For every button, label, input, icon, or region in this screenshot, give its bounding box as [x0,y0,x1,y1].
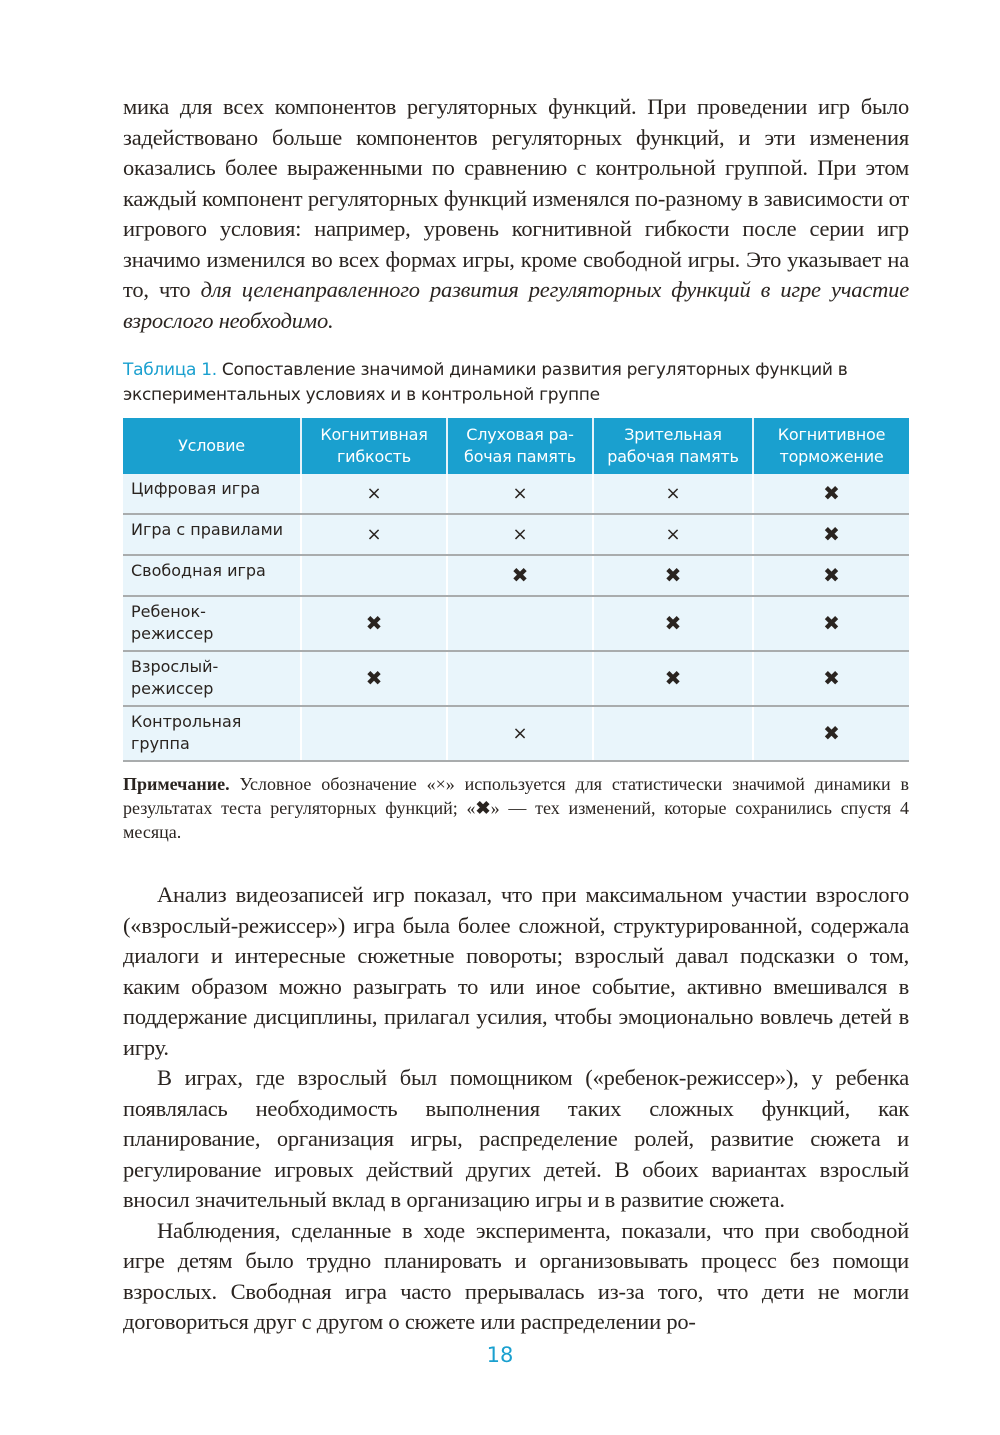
condition-cell [123,596,301,651]
condition-label: Игра с правилами [131,520,284,539]
significant-mark-icon: × [366,523,382,545]
paragraph: Анализ видеозаписей игр показал, что при максимальном участии взрослого («взрослый-режиссер») игра была более сложной, структурированной, содержала диалоги и интересные сюжетные повороты; взрослый давал подсказки о том, каким образом можно разыграть то или иное событие, активно вмешивался в поддержание дисциплины, прилагал усилия, чтобы эмоционально вовлечь детей в игру. [123,882,909,1060]
significant-mark-icon: × [512,523,528,545]
retained-mark-icon: ✖ [823,480,840,505]
retained-mark-icon: ✖ [664,562,682,587]
column-header [301,418,447,474]
mark-cell [301,651,447,706]
intro-paragraph-emphasis: для целенаправленного развития регуляторных функций в игре участие взрослого необходимо. [123,277,909,333]
condition-label: Взрослый- [131,657,219,676]
significant-mark-icon: × [366,482,382,504]
condition-cell [123,706,301,761]
paragraph: В играх, где взрослый был помощником («ребенок-режиссер»), у ребенка появлялась необходимость выполнения таких сложных функций, как планирование, организация игры, распределение ролей, развитие сюжета и регулирование игровых действий других детей. В обоих вариантах взрослый вносил значительный вклад в организацию игры и в развитие сюжета. [123,1065,909,1212]
table-row [123,474,909,514]
retained-mark-icon: ✖ [823,610,840,635]
mark-cell [447,514,593,555]
note-label: Примечание. [123,774,230,794]
mark-cell [301,474,447,514]
column-header-text: Слуховая ра- [466,425,574,444]
table-row [123,514,909,555]
condition-label: Контрольная [131,712,242,731]
condition-cell [123,474,301,514]
intro-paragraph-text: мика для всех компонентов регуляторных функций. При проведении игр было задействовано больше компонентов регуляторных функций, и эти изменения оказались более выраженными по сравнению с контрольной группой. При этом каждый компонент регуляторных функций изменялся по-разному в зависимости от игрового условия: например, уровень когнитивной гибкости после серии игр значимо изменился во всех формах игры, кроме свободной игры. Это указывает на то, что [123,94,909,302]
mark-cell [447,651,593,706]
table-note [123,772,909,844]
paragraph: Наблюдения, сделанные в ходе эксперимента, показали, что при свободной игре детям было трудно планировать и организовывать процесс без помощи взрослых. Свободная игра часто прерывалась из-за того, что дети не могли договориться друг с другом о сюжете или распределении ро- [123,1217,909,1334]
retained-mark-icon: ✖ [365,665,383,690]
column-header-text: рабочая память [607,447,739,466]
mark-cell [753,651,909,706]
condition-label: режиссер [131,679,214,698]
column-header [753,418,909,474]
retained-mark-icon: ✖ [664,665,682,690]
significant-mark-icon: × [512,482,528,504]
mark-cell [753,706,909,761]
condition-label: Ребенок- [131,602,206,621]
condition-cell [123,555,301,596]
column-header-text: Когнитивная [320,425,428,444]
table-row [123,706,909,761]
comparison-table [123,418,909,762]
significant-mark-icon: × [435,774,446,794]
column-header-text: Когнитивное [777,425,886,444]
condition-label: режиссер [131,624,214,643]
mark-cell [447,706,593,761]
body-text [123,880,909,1338]
page-content [123,92,909,1338]
table-body [123,474,909,761]
table-row [123,555,909,596]
mark-cell [593,706,753,761]
condition-cell [123,651,301,706]
note-text: Условное обозначение « [229,774,436,794]
table-header-row [123,418,909,474]
significant-mark-icon: × [665,482,681,504]
table-caption-text: Сопоставление значимой динамики развития регуляторных функций в экспериментальных условиях и в контрольной группе [123,360,848,405]
intro-paragraph [123,92,909,336]
note-text: » используется для статистически значимой динамики в результатах теста регуляторных функций; « [123,774,909,818]
table-row [123,596,909,651]
table-caption [123,358,909,408]
significant-mark-icon: × [512,722,528,744]
mark-cell [593,474,753,514]
retained-mark-icon: ✖ [365,610,383,635]
condition-label: группа [131,734,190,753]
column-header-text: гибкость [336,447,412,466]
condition-label: Цифровая игра [131,479,261,498]
column-header-text: Условие [178,436,245,455]
mark-cell [447,474,593,514]
mark-cell [753,596,909,651]
mark-cell [753,555,909,596]
mark-cell [301,596,447,651]
note-text: » — тех изменений, которые сохранились спустя 4 месяца. [123,798,909,842]
mark-cell [447,596,593,651]
mark-cell [593,596,753,651]
significant-mark-icon: × [665,523,681,545]
condition-cell [123,514,301,555]
mark-cell [593,514,753,555]
retained-mark-icon: ✖ [823,665,840,690]
mark-cell [753,514,909,555]
retained-mark-icon: ✖ [823,562,840,587]
table-caption-label: Таблица 1. [123,360,217,380]
mark-cell [753,474,909,514]
retained-mark-icon: ✖ [823,521,840,546]
mark-cell [447,555,593,596]
column-header [123,418,301,474]
mark-cell [301,706,447,761]
retained-mark-icon: ✖ [664,610,682,635]
column-header [447,418,593,474]
condition-label: Свободная игра [131,561,266,580]
column-header-text: торможение [779,447,884,466]
retained-mark-icon: ✖ [475,798,491,818]
mark-cell [593,555,753,596]
column-header-text: Зрительная [624,425,722,444]
column-header [593,418,753,474]
mark-cell [593,651,753,706]
retained-mark-icon: ✖ [823,720,840,745]
page-number: 18 [486,1343,514,1367]
mark-cell [301,555,447,596]
retained-mark-icon: ✖ [511,562,529,587]
mark-cell [301,514,447,555]
column-header-text: бочая память [464,447,576,466]
table-row [123,651,909,706]
